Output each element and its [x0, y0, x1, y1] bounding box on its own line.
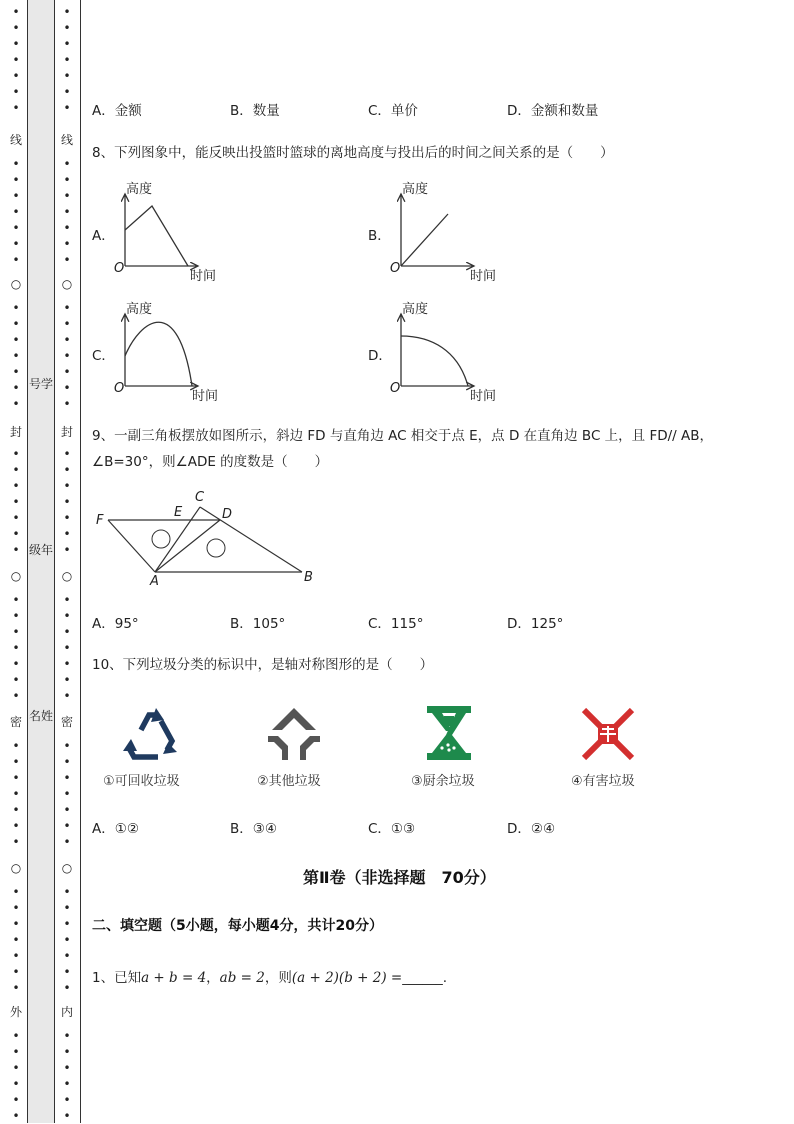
- q10-option-d[interactable]: D．②④: [507, 821, 556, 837]
- q8-option-a[interactable]: A．: [92, 228, 115, 244]
- binding-label-outer: 外: [9, 1005, 22, 1019]
- kitchen-waste-caption: ③厨余垃圾: [411, 774, 475, 789]
- dot-column: • • • • • • •: [12, 5, 20, 115]
- q8-option-b[interactable]: B．: [368, 228, 391, 244]
- fill-question-1: [92, 966, 447, 986]
- y-axis-label: 高度: [402, 182, 429, 197]
- q8-graph-b: [386, 178, 506, 284]
- kitchen-waste-icon: [424, 704, 474, 762]
- dot-column: • • • • • • •: [12, 885, 20, 995]
- binding-circle: ○: [10, 277, 22, 291]
- graph-curve: [125, 322, 192, 386]
- name-label: 名姓: [29, 709, 54, 723]
- fill1-then: ，则: [264, 970, 292, 986]
- q7-option-b[interactable]: B．数量: [230, 103, 280, 119]
- q8-graph-c: [110, 298, 230, 404]
- origin-label: O: [390, 381, 401, 396]
- q10-option-b[interactable]: B．③④: [230, 821, 277, 837]
- binding-inner-strip: [54, 0, 81, 1123]
- dot-column: • • • • • • •: [63, 301, 71, 411]
- q9-option-a[interactable]: A．95°: [92, 616, 139, 632]
- q10-option-a[interactable]: A．①②: [92, 821, 139, 837]
- graph-curve: [125, 206, 188, 266]
- binding-label-seal: 封: [9, 425, 22, 439]
- student-id-label: 号学: [29, 377, 54, 391]
- dot-column: • • • • • • •: [12, 739, 20, 849]
- fill1-prefix: 1、已知: [92, 970, 142, 986]
- q8-graph-d: [386, 298, 506, 404]
- q9-option-d[interactable]: D．125°: [507, 616, 564, 632]
- binding-circle: ○: [10, 569, 22, 583]
- dot-column: • • • • • • •: [12, 593, 20, 703]
- q7-option-d[interactable]: D．金额和数量: [507, 103, 599, 119]
- point-label-b: B: [304, 570, 313, 585]
- binding-circle: ○: [10, 861, 22, 875]
- origin-label: O: [390, 261, 401, 276]
- binding-circle: ○: [61, 569, 73, 583]
- point-label-f: F: [96, 513, 104, 528]
- binding-label-inner: 内: [60, 1005, 73, 1019]
- hazardous-waste-caption: ④有害垃圾: [571, 774, 635, 789]
- grade-label: 级年: [29, 543, 54, 557]
- binding-student-info-strip: [27, 0, 55, 1123]
- binding-circle: ○: [61, 861, 73, 875]
- dot-column: • • • • • •: [63, 1029, 71, 1123]
- q9-option-c[interactable]: C．115°: [368, 616, 424, 632]
- y-axis-label: 高度: [402, 302, 429, 317]
- fill1-separator: ，: [206, 970, 220, 986]
- origin-label: O: [114, 261, 125, 276]
- q9-triangle-figure: [92, 486, 322, 586]
- dot-column: • • • • • • •: [12, 447, 20, 557]
- answer-blank[interactable]: ______.: [402, 970, 447, 986]
- segment-fa: [108, 520, 155, 572]
- dot-column: • • • • • • •: [63, 885, 71, 995]
- q10-stem: 10、下列垃圾分类的标识中，是轴对称图形的是（ ）: [92, 657, 434, 673]
- q7-option-c[interactable]: C．单价: [368, 103, 418, 119]
- other-waste-icon: [264, 706, 324, 762]
- graph-curve: [401, 336, 468, 386]
- q9-option-b[interactable]: B．105°: [230, 616, 286, 632]
- graph-curve: [401, 214, 448, 266]
- recycle-caption: ①可回收垃圾: [103, 774, 180, 789]
- binding-label-seal-inner: 封: [60, 425, 73, 439]
- dot-column: • • • • • • •: [63, 447, 71, 557]
- point-label-e: E: [174, 505, 183, 520]
- recycle-icon: [120, 706, 182, 762]
- x-axis-label: 时间: [470, 389, 497, 404]
- q8-option-c[interactable]: C．: [92, 348, 115, 364]
- dot-column: • • • • • •: [12, 1029, 20, 1123]
- x-axis-label: 时间: [190, 269, 217, 284]
- fill-blank-section-heading: 二、填空题（5小题，每小题4分，共计20分）: [92, 918, 383, 934]
- fill1-condition-2: ab = 2: [219, 970, 265, 986]
- dot-column: • • • • • • •: [63, 5, 71, 115]
- binding-label-line: 线: [9, 133, 22, 147]
- origin-label: O: [114, 381, 125, 396]
- y-axis-label: 高度: [126, 302, 153, 317]
- other-waste-caption: ②其他垃圾: [257, 774, 321, 789]
- q8-graph-a: [110, 178, 230, 284]
- binding-circle: ○: [61, 277, 73, 291]
- binding-label-secret-inner: 密: [60, 715, 73, 729]
- segment-ad: [155, 520, 220, 572]
- binding-label-line-inner: 线: [60, 133, 73, 147]
- triangle-hole: [207, 539, 225, 557]
- q8-option-d[interactable]: D．: [368, 348, 392, 364]
- q10-option-c[interactable]: C．①③: [368, 821, 416, 837]
- triangle-hole: [152, 530, 170, 548]
- point-label-a: A: [150, 574, 159, 586]
- dot-column: • • • • • • •: [63, 593, 71, 703]
- q9-stem-line1: 9、一副三角板摆放如图所示，斜边 FD 与直角边 AC 相交于点 E，点 D 在直角边 BC 上，且 FD// AB，: [92, 428, 714, 444]
- dot-column: • • • • • • •: [12, 301, 20, 411]
- binding-outer-strip: [4, 0, 28, 1123]
- q8-stem: 8、下列图象中，能反映出投篮时篮球的离地高度与投出后的时间之间关系的是（ ）: [92, 145, 614, 161]
- q9-stem-line2: ∠B=30°，则∠ADE 的度数是（ ）: [92, 454, 329, 470]
- x-axis-label: 时间: [192, 389, 219, 404]
- dot-column: • • • • • • •: [63, 157, 71, 267]
- point-label-d: D: [222, 507, 233, 522]
- dot-column: • • • • • • •: [12, 157, 20, 267]
- x-axis-label: 时间: [470, 269, 497, 284]
- binding-label-secret: 密: [9, 715, 22, 729]
- q7-option-a[interactable]: A．金额: [92, 103, 142, 119]
- fill1-condition-1: a + b = 4: [141, 970, 207, 986]
- dot-column: • • • • • • •: [63, 739, 71, 849]
- y-axis-label: 高度: [126, 182, 153, 197]
- hazardous-waste-icon: [580, 706, 636, 762]
- fill1-expression: (a + 2)(b + 2) =: [291, 970, 403, 986]
- point-label-c: C: [195, 490, 205, 505]
- part2-title: 第Ⅱ卷（非选择题 70分）: [303, 868, 496, 887]
